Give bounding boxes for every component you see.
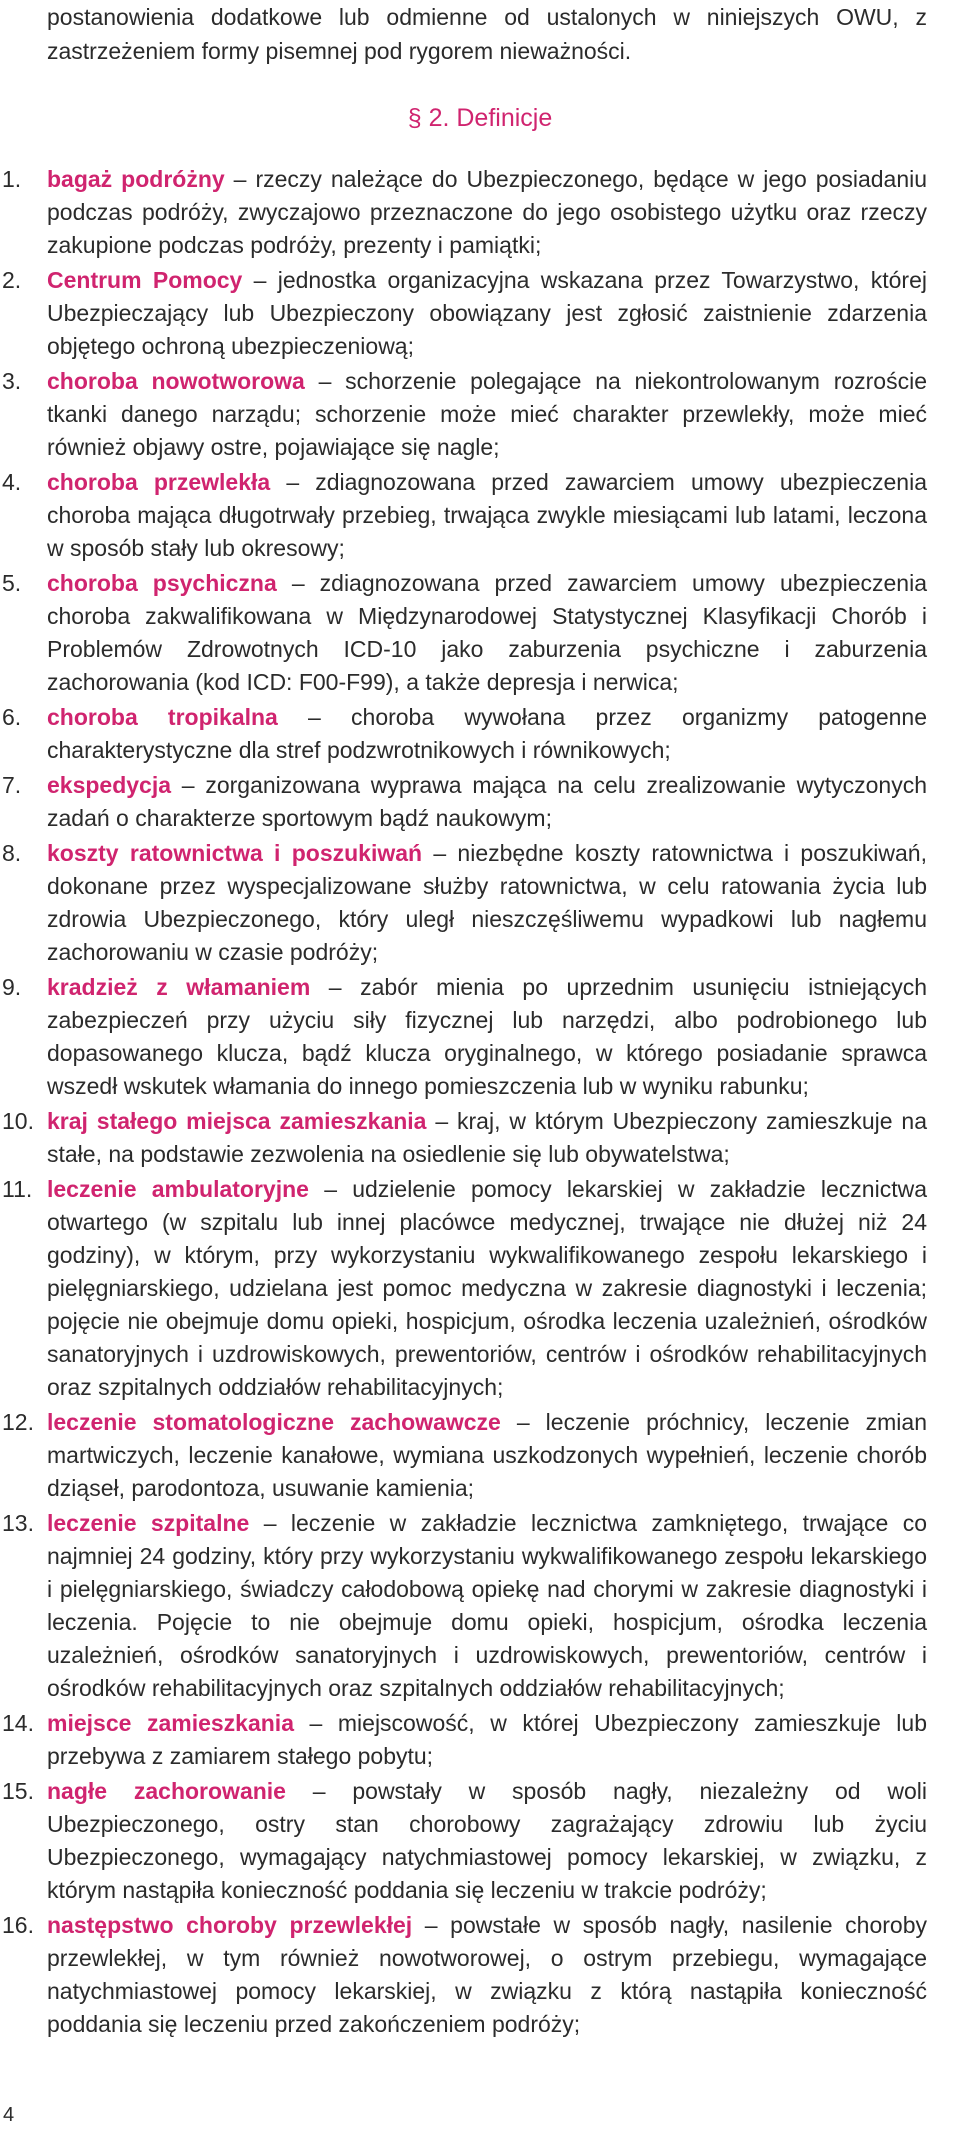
definition-text: – powstałe w sposób nagły, nasilenie choroby przewlekłej, w tym również nowotworowej, o ostrym przebiegu, wymagające natychmiastowej pomocy lekarskiej, w związku z którą nastąpiła konieczność poddania się leczeniu przed zakończeniem podróży; (47, 1912, 927, 2037)
definition-item (0, 701, 927, 767)
definition-item (0, 971, 927, 1103)
definition-term: leczenie szpitalne (47, 1510, 250, 1536)
definition-term: leczenie stomatologiczne zachowawcze (47, 1409, 501, 1435)
definition-item (0, 1707, 927, 1773)
definition-number: 12. (2, 1409, 34, 1435)
definition-term: kradzież z włamaniem (47, 974, 311, 1000)
definition-text: – leczenie próchnicy, leczenie zmian martwiczych, leczenie kanałowe, wymiana uszkodzonych wypełnień, leczenie chorób dziąseł, parodontoza, usuwanie kamienia; (47, 1409, 927, 1501)
definition-number: 14. (2, 1710, 34, 1736)
definition-item (0, 837, 927, 969)
definition-term: choroba tropikalna (47, 704, 278, 730)
definition-number: 13. (2, 1510, 34, 1536)
definition-text: – zdiagnozowana przed zawarciem umowy ubezpieczenia choroba mająca długotrwały przebieg, trwająca zwykle miesiącami lub latami, leczona w sposób stały lub okresowy; (47, 469, 927, 561)
definition-item (0, 1909, 927, 2041)
definition-item (0, 1507, 927, 1705)
section-heading: § 2. Definicje (407, 104, 553, 132)
definition-term: Centrum Pomocy (47, 267, 243, 293)
definition-number: 10. (2, 1108, 34, 1134)
definition-item (0, 1406, 927, 1505)
definition-term: leczenie ambulatoryjne (47, 1176, 309, 1202)
definition-number: 3. (2, 368, 22, 394)
definition-text: – zorganizowana wyprawa mająca na celu zrealizowanie wytyczonych zadań o charakterze sportowym bądź naukowym; (47, 772, 927, 831)
definition-term: ekspedycja (47, 772, 172, 798)
definition-number: 11. (2, 1176, 33, 1202)
definition-text: – powstały w sposób nagły, niezależny od woli Ubezpieczonego, ostry stan chorobowy zagrażający zdrowiu lub życiu Ubezpieczonego, wymagający natychmiastowej pomocy lekarskiej, w związku, z którym nastąpiła konieczność poddania się leczeniu w trakcie podróży; (47, 1778, 927, 1903)
definition-text: – schorzenie polegające na niekontrolowanym rozroście tkanki danego narządu; schorzenie może mieć charakter przewlekły, może mieć również objawy ostre, pojawiające się nagle; (47, 368, 927, 460)
definition-number: 2. (2, 267, 22, 293)
definition-term: kraj stałego miejsca zamieszkania (47, 1108, 427, 1134)
intro-paragraph: postanowienia dodatkowe lub odmienne od ustalonych w niniejszych OWU, z zastrzeżeniem formy pisemnej pod rygorem nieważności. (47, 4, 927, 64)
definitions-list (0, 163, 960, 2043)
definition-item (0, 264, 927, 363)
definition-number: 9. (2, 974, 22, 1000)
definition-text: – zabór mienia po uprzednim usunięciu istniejących zabezpieczeń przy użyciu siły fizycznej lub narzędzi, albo podrobionego lub dopasowanego klucza, bądź klucza oryginalnego, w którego posiadanie sprawca wszedł wskutek włamania do innego pomieszczenia lub w wyniku rabunku; (47, 974, 928, 1099)
definition-text: – jednostka organizacyjna wskazana przez Towarzystwo, której Ubezpieczający lub Ubezpieczony obowiązany jest zgłosić zaistnienie zdarzenia objętego ochroną ubezpieczeniową; (47, 267, 927, 359)
definition-item (0, 163, 927, 262)
definition-term: choroba nowotworowa (47, 368, 305, 394)
definition-term: choroba przewlekła (47, 469, 271, 495)
definition-item (0, 567, 927, 699)
definition-item (0, 769, 927, 835)
definition-item (0, 1173, 927, 1404)
definition-term: koszty ratownictwa i poszukiwań (47, 840, 423, 866)
definition-text: – niezbędne koszty ratownictwa i poszukiwań, dokonane przez wyspecjalizowane służby ratownictwa, w celu ratowania życia lub zdrowia Ubezpieczonego, który uległ nieszczęśliwemu wypadkowi lub nagłemu zachorowaniu w czasie podróży; (47, 840, 927, 965)
definition-number: 15. (2, 1778, 34, 1804)
definition-text: – udzielenie pomocy lekarskiej w zakładzie lecznictwa otwartego (w szpitalu lub innej placówce medycznej, trwające nie dłużej niż 24 godziny), w którym, przy wykorzystaniu wykwalifikowanego zespołu lekarskiego i pielęgniarskiego, udzielana jest pomoc medyczna w zakresie diagnostyki i leczenia; pojęcie nie obejmuje domu opieki, hospicjum, ośrodka leczenia uzależnień, ośrodków sanatoryjnych i uzdrowiskowych, prewentoriów, centrów i ośrodków rehabilitacyjnych oraz szpitalnych oddziałów rehabilitacyjnych; (47, 1176, 928, 1400)
definition-text: – leczenie w zakładzie lecznictwa zamkniętego, trwające co najmniej 24 godziny, który przy wykorzystaniu wykwalifikowanego zespołu lekarskiego i pielęgniarskiego, świadczy całodobową opiekę nad chorymi w zakresie diagnostyki i leczenia. Pojęcie to nie obejmuje domu opieki, hospicjum, ośrodka leczenia uzależnień, ośrodków sanatoryjnych i uzdrowiskowych, prewentoriów, centrów i ośrodków rehabilitacyjnych oraz szpitalnych oddziałów rehabilitacyjnych; (47, 1510, 927, 1701)
definition-term: choroba psychiczna (47, 570, 277, 596)
definition-item (0, 466, 927, 565)
definition-item (0, 1105, 927, 1171)
definition-text: – kraj, w którym Ubezpieczony zamieszkuje na stałe, na podstawie zezwolenia na osiedlenie się lub obywatelstwa; (47, 1108, 927, 1167)
definition-text: – choroba wywołana przez organizmy patogenne charakterystyczne dla stref podzwrotnikowych i równikowych; (47, 704, 927, 763)
definition-number: 8. (2, 840, 22, 866)
page-number: 4 (3, 2104, 15, 2126)
definition-item (0, 1775, 927, 1907)
definition-number: 4. (2, 469, 22, 495)
definition-term: miejsce zamieszkania (47, 1710, 294, 1736)
definition-term: nagłe zachorowanie (47, 1778, 286, 1804)
definition-text: – miejscowość, w której Ubezpieczony zamieszkuje lub przebywa z zamiarem stałego pobytu; (47, 1710, 927, 1769)
definition-number: 7. (2, 772, 22, 798)
definition-text: – zdiagnozowana przed zawarciem umowy ubezpieczenia choroba zakwalifikowana w Międzynarodowej Statystycznej Klasyfikacji Chorób i Problemów Zdrowotnych ICD-10 jako zaburzenia psychiczne i zaburzenia zachorowania (kod ICD: F00-F99), a także depresja i nerwica; (47, 570, 928, 695)
definition-number: 5. (2, 570, 22, 596)
definition-number: 16. (2, 1912, 34, 1938)
definition-number: 1. (2, 166, 22, 192)
definition-item (0, 365, 927, 464)
definition-number: 6. (2, 704, 22, 730)
definition-term: następstwo choroby przewlekłej (47, 1912, 413, 1938)
definition-text: – rzeczy należące do Ubezpieczonego, będące w jego posiadaniu podczas podróży, zwyczajowo przeznaczone do jego osobistego użytku oraz rzeczy zakupione podczas podróży, prezenty i pamiątki; (47, 166, 928, 258)
definition-term: bagaż podróżny (47, 166, 225, 192)
